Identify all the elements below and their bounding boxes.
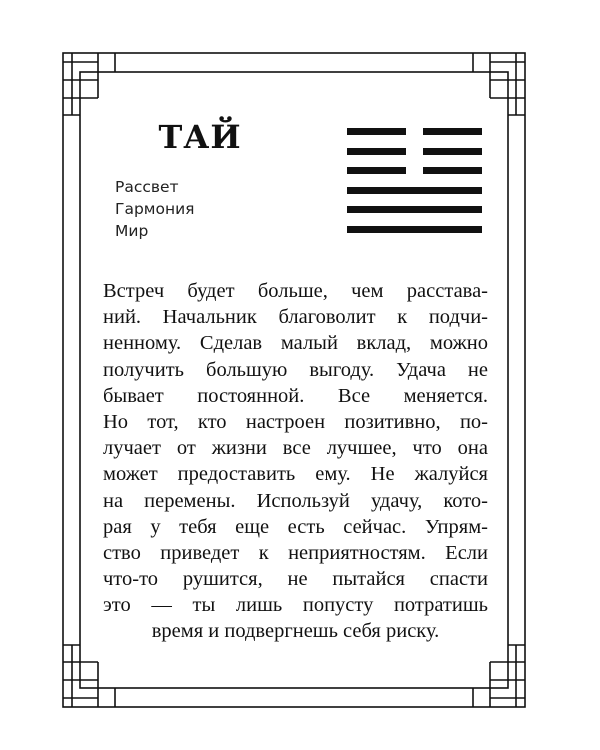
- keywords-list: [115, 176, 195, 242]
- text-line: рая у тебя еще есть сейчас. Упрям-: [103, 515, 488, 538]
- corner-ornament-bottom-left: [63, 645, 115, 707]
- text-line: бывает постоянной. Все меняется.: [103, 384, 488, 407]
- corner-ornament-top-left: [63, 53, 115, 115]
- text-line: ство приведет к неприятностям. Если: [103, 541, 488, 564]
- text-line: может предоставить ему. Не жалуйся: [103, 463, 488, 486]
- hexagram-symbol: [347, 128, 482, 230]
- text-line: ненному. Сделав малый вклад, можно: [103, 332, 488, 355]
- hexagram-segment: [423, 128, 482, 135]
- hexagram-title: ТАЙ: [158, 118, 242, 156]
- hexagram-segment: [347, 226, 482, 233]
- corner-ornament-top-right: [473, 53, 525, 115]
- text-line: это — ты лишь попусту потратишь: [103, 594, 488, 617]
- hexagram-line-broken: [347, 128, 482, 135]
- hexagram-segment: [347, 128, 406, 135]
- hexagram-line-solid: [347, 206, 482, 213]
- text-line: что-то рушится, не пытайся спасти: [103, 568, 488, 591]
- hexagram-line-broken: [347, 148, 482, 155]
- text-line: получить большую выгоду. Удача не: [103, 358, 488, 381]
- keyword-item: Гармония: [115, 200, 195, 218]
- hexagram-line-solid: [347, 187, 482, 194]
- text-line: время и подвергнешь себя риску.: [151, 620, 440, 643]
- text-line: ний. Начальник благоволит к подчи-: [103, 306, 488, 329]
- hexagram-line-solid: [347, 226, 482, 233]
- text-line: на перемены. Используй удачу, кото-: [103, 489, 488, 512]
- corner-ornament-bottom-right: [473, 645, 525, 707]
- hexagram-segment: [347, 148, 406, 155]
- hexagram-segment: [423, 148, 482, 155]
- text-line: Но тот, кто настроен позитивно, по-: [103, 410, 488, 433]
- hexagram-segment: [347, 167, 406, 174]
- hexagram-segment: [347, 187, 482, 194]
- text-line: лучает от жизни все лучшее, что она: [103, 437, 488, 460]
- hexagram-segment: [347, 206, 482, 213]
- keyword-item: Мир: [115, 222, 149, 240]
- hexagram-segment: [423, 167, 482, 174]
- hexagram-line-broken: [347, 167, 482, 174]
- keyword-item: Рассвет: [115, 178, 179, 196]
- text-line: Встреч будет больше, чем расстава-: [103, 280, 488, 302]
- description-text: [103, 278, 488, 645]
